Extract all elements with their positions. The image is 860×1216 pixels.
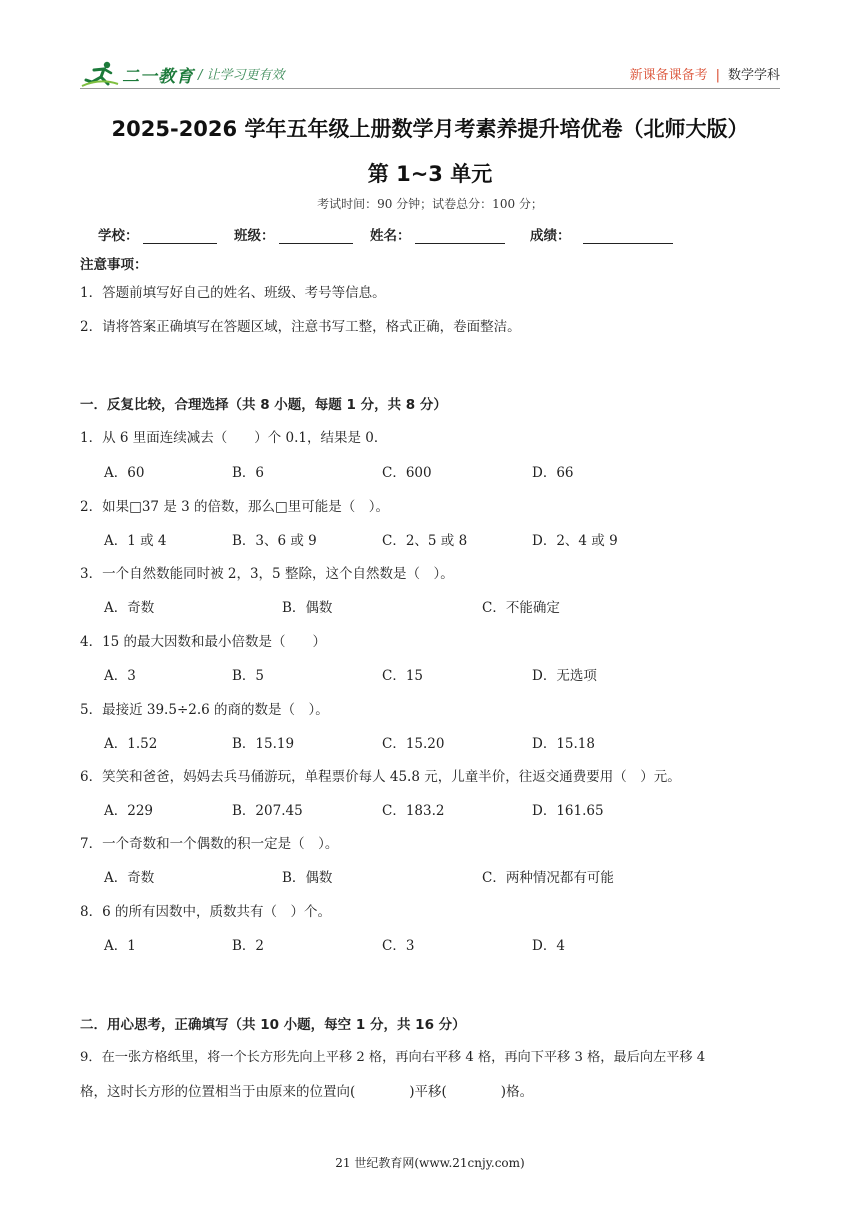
class-blank[interactable] — [279, 229, 353, 244]
q6-option-a[interactable]: A．229 — [104, 803, 154, 819]
logo-text: 二一教育 — [122, 66, 194, 87]
question-5: 5．最接近 39.5÷2.6 的商的数是（ ）。 — [80, 702, 329, 718]
question-6: 6．笑笑和爸爸，妈妈去兵马俑游玩，单程票价每人 45.8 元，儿童半价，往返交通费要用（ ）元。 — [80, 769, 681, 785]
notes-heading: 注意事项： — [80, 257, 148, 273]
q5-option-a[interactable]: A．1.52 — [104, 736, 158, 752]
q1-option-a[interactable]: A．60 — [104, 465, 145, 481]
q5-option-c[interactable]: C．15.20 — [382, 736, 445, 752]
score-blank[interactable] — [583, 229, 673, 244]
q1-option-d[interactable]: D．66 — [532, 465, 574, 481]
q5-option-d[interactable]: D．15.18 — [532, 736, 595, 752]
q3-option-c[interactable]: C．不能确定 — [482, 600, 560, 616]
q4-option-d[interactable]: D．无选项 — [532, 668, 597, 684]
header-separator: | — [715, 68, 720, 83]
exam-info: 考试时间：90 分钟；试卷总分：100 分； — [317, 197, 543, 211]
q2-option-a[interactable]: A．1 或 4 — [104, 533, 167, 549]
name-blank[interactable] — [415, 229, 505, 244]
q8-option-c[interactable]: C．3 — [382, 938, 415, 954]
header-right — [630, 64, 780, 83]
page-subtitle: 第 1~3 单元 — [367, 162, 493, 186]
q5-option-b[interactable]: B．15.19 — [232, 736, 295, 752]
q6-option-d[interactable]: D．161.65 — [532, 803, 604, 819]
question-9-line1: 9．在一张方格纸里，将一个长方形先向上平移 2 格，再向右平移 4 格，再向下平移 3 格，最后向左平移 4 — [80, 1050, 706, 1065]
section2-heading: 二．用心思考，正确填写（共 10 小题，每空 1 分，共 16 分） — [80, 1017, 466, 1033]
q2-option-c[interactable]: C．2、5 或 8 — [382, 533, 468, 549]
q6-option-c[interactable]: C．183.2 — [382, 803, 445, 819]
q4-option-c[interactable]: C．15 — [382, 668, 424, 684]
q2-option-b[interactable]: B．3、6 或 9 — [232, 533, 317, 549]
q7-option-a[interactable]: A．奇数 — [104, 870, 155, 886]
question-4: 4．15 的最大因数和最小倍数是（ ） — [80, 634, 327, 650]
class-field — [234, 224, 353, 244]
question-3: 3．一个自然数能同时被 2，3，5 整除，这个自然数是（ ）。 — [80, 566, 454, 582]
header-divider — [80, 88, 780, 89]
q8-option-a[interactable]: A．1 — [104, 938, 136, 954]
name-label: 姓名： — [370, 228, 411, 244]
q4-option-b[interactable]: B．5 — [232, 668, 265, 684]
q2-option-d[interactable]: D．2、4 或 9 — [532, 533, 618, 549]
slogan: / 让学习更有效 — [198, 68, 285, 83]
note-item: 1．答题前填写好自己的姓名、班级、考号等信息。 — [80, 285, 386, 301]
q6-option-b[interactable]: B．207.45 — [232, 803, 303, 819]
question-1: 1．从 6 里面连续减去（ ）个 0.1，结果是 0． — [80, 430, 388, 446]
q8-option-d[interactable]: D．4 — [532, 938, 565, 954]
section1-heading: 一．反复比较，合理选择（共 8 小题，每题 1 分，共 8 分） — [80, 397, 447, 413]
q4-option-a[interactable]: A．3 — [104, 668, 136, 684]
score-field — [530, 224, 673, 244]
page-title: 2025-2026 学年五年级上册数学月考素养提升培优卷（北师大版） — [111, 117, 749, 141]
school-field — [98, 224, 217, 244]
page-footer: 21 世纪教育网(www.21cnjy.com) — [335, 1156, 525, 1170]
school-blank[interactable] — [143, 229, 217, 244]
q3-option-b[interactable]: B．偶数 — [282, 600, 333, 616]
question-9-line2: 格，这时长方形的位置相当于由原来的位置向( )平移( )格。 — [80, 1084, 534, 1100]
q7-option-b[interactable]: B．偶数 — [282, 870, 333, 886]
name-field — [370, 224, 505, 244]
page-header — [80, 52, 780, 92]
q1-option-b[interactable]: B．6 — [232, 465, 265, 481]
question-7: 7．一个奇数和一个偶数的积一定是（ ）。 — [80, 836, 339, 852]
note-item: 2．请将答案正确填写在答题区域，注意书写工整，格式正确，卷面整洁。 — [80, 319, 521, 335]
running-figure-icon — [80, 60, 120, 88]
logo — [80, 60, 194, 88]
q3-option-a[interactable]: A．奇数 — [104, 600, 155, 616]
question-8: 8．6 的所有因数中，质数共有（ ）个。 — [80, 904, 331, 920]
q7-option-c[interactable]: C．两种情况都有可能 — [482, 870, 614, 886]
class-label: 班级： — [234, 228, 275, 244]
q8-option-b[interactable]: B．2 — [232, 938, 265, 954]
question-2: 2．如果□37 是 3 的倍数，那么□里可能是（ ）。 — [80, 499, 389, 515]
q1-option-c[interactable]: C．600 — [382, 465, 432, 481]
score-label: 成绩： — [530, 228, 571, 244]
school-label: 学校： — [98, 228, 139, 244]
header-tag: 新课备课备考 — [629, 68, 708, 83]
header-subject: 数学学科 — [727, 68, 780, 83]
